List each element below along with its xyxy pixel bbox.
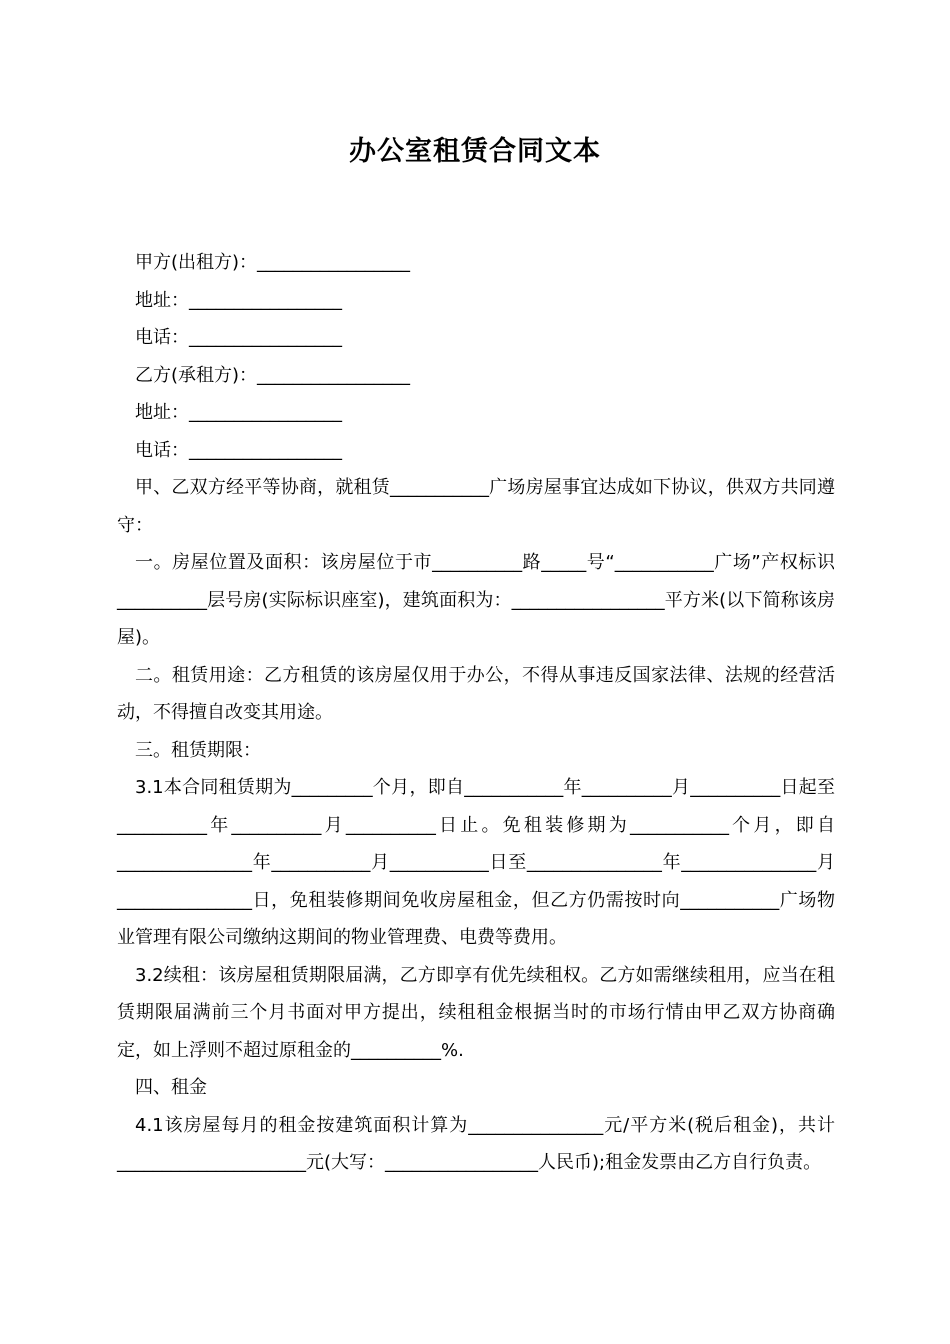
clause-3-2-paragraph: 3.2续租：该房屋租赁期限届满，乙方即享有优先续租权。乙方如需继续租用，应当在租赁期限届满前三个月书面对甲方提出，续租租金根据当时的市场行情由甲乙双方协商确定，如上浮则不超过原租金的__________%. <box>117 964 835 1061</box>
agreement-intro-paragraph: 甲、乙双方经平等协商，就租赁___________广场房屋事宜达成如下协议，供双方共同遵守： <box>117 477 835 536</box>
party-b-address-line: 地址：_________________ <box>135 402 342 423</box>
party-b-phone-line: 电话：_________________ <box>135 439 342 461</box>
section-3-heading: 三。租赁期限： <box>135 739 261 761</box>
section-4-heading: 四、租金 <box>135 1077 207 1098</box>
party-b-line: 乙方(承租方)：_________________ <box>135 364 411 386</box>
clause-4-1-paragraph: 4.1该房屋每月的租金按建筑面积计算为_______________元/平方米(税后租金)，共计_____________________元(大写：_________________人民币);租金发票由乙方自行负责。 <box>117 1114 835 1173</box>
document-body <box>117 244 835 1182</box>
section-2-paragraph: 二。租赁用途：乙方租赁的该房屋仅用于办公，不得从事违反国家法律、法规的经营活动，不得擅自改变其用途。 <box>117 664 835 723</box>
party-a-phone-line: 电话：_________________ <box>135 327 342 348</box>
clause-3-1-paragraph: 3.1本合同租赁期为_________个月，即自___________年__________月__________日起至__________年__________月__________日止。免租装修期为___________个月，即自_______________年___________月___________日至_______________年_______________月_______________日，免租装修期间免收房屋租金，但乙方仍需按时向___________广场物业管理有限公司缴纳这期间的物业管理费、电费等费用。 <box>117 777 835 948</box>
document-title: 办公室租赁合同文本 <box>349 136 601 167</box>
party-a-address-line: 地址：_________________ <box>135 289 342 311</box>
party-a-line: 甲方(出租方)：_________________ <box>135 252 411 273</box>
section-1-paragraph: 一。房屋位置及面积：该房屋位于市__________路_____号“___________广场”产权标识__________层号房(实际标识座室)，建筑面积为：_________________平方米(以下简称该房屋)。 <box>117 552 835 648</box>
